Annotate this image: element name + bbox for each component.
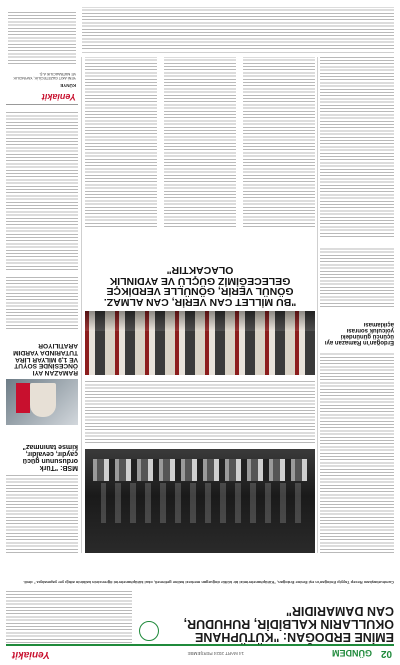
- page-number: 02: [380, 648, 392, 659]
- lower-col-1: [320, 57, 394, 237]
- bottom-strip: [82, 7, 394, 49]
- masthead: [6, 644, 394, 660]
- masthead-logo: Yeniakit: [12, 649, 50, 660]
- lead-subhead: Cumhurbaşkanı Recep Tayyip Erdoğan'ın eşi Emine Erdoğan, "Kütüphanelerimizi bir kültür doğurgan merkezi haline getirmeli, okul kütüphanelerini öğrencinin kalbinin attığı yer yapmalıyız." dedi.: [23, 580, 394, 585]
- imprint-box: [6, 6, 78, 105]
- center-photo: [85, 311, 315, 375]
- bottom-rule: [82, 52, 394, 53]
- lead-text-block: [6, 589, 132, 643]
- imprint-title: KÜNYE: [60, 83, 76, 88]
- section-label: GÜNDEM: [332, 648, 372, 658]
- msb-headline: MSB: "Türk ordusunun gücü çaydır, cevaldır, kimse tanınmaz": [22, 442, 78, 471]
- center-text-top: [85, 379, 315, 443]
- footer-logo: Yeniakit: [41, 92, 76, 102]
- lead-headline: EMİNE ERDOĞAN: "KÜTÜPHANE OKULLARIN KALBİDİR, RUHUDUR, CAN DAMARIDIR": [183, 604, 394, 644]
- side-story-msb: [6, 433, 78, 553]
- center-story: [85, 233, 315, 443]
- lower-col-2: [243, 57, 315, 227]
- side-story-ramazan: [6, 275, 78, 425]
- imprint-company: YENİ AKIT GAZETECİLİK, YAYINCILIK VE MATBAACILIK A.Ş.: [13, 71, 76, 80]
- lead-story: [6, 555, 394, 643]
- ramazan-text: [6, 277, 78, 329]
- center-sidebar-headline: Erdoğan'ın Ramazan ayı üçüncü günündeki yolculuk sonrası açıklaması: [324, 320, 394, 345]
- ms-logo-badge: [139, 621, 159, 641]
- ramazan-headline: RAMAZAN AYI ÖNCESİNDE SOYUT VE 1,9 MİLYAR LİRA TUTARINDA YARDIM ARATILIYOR: [13, 342, 78, 376]
- center-headline: "BU MİLLET CAN VERİR, CAN ALMAZ. GÖNÜL VERİR, GÖNÜLLE VERDİKÇE GELECEĞİMİZ GÜÇLÜ VE AYDINLIK OLACAKTIR": [103, 263, 297, 308]
- imprint-details: [8, 10, 76, 64]
- ramazan-photo: [6, 379, 78, 425]
- center-sidebar: [320, 245, 394, 345]
- lower-col-3: [164, 57, 236, 227]
- right-column-text: [6, 110, 78, 270]
- msb-text: [6, 475, 78, 553]
- lead-left-text: [320, 353, 394, 553]
- lower-col-4: [85, 57, 157, 227]
- issue-date: 14 MART 2024 PERŞEMBE: [187, 651, 244, 656]
- center-sidebar-text: [320, 247, 394, 307]
- lead-photo: [85, 449, 315, 553]
